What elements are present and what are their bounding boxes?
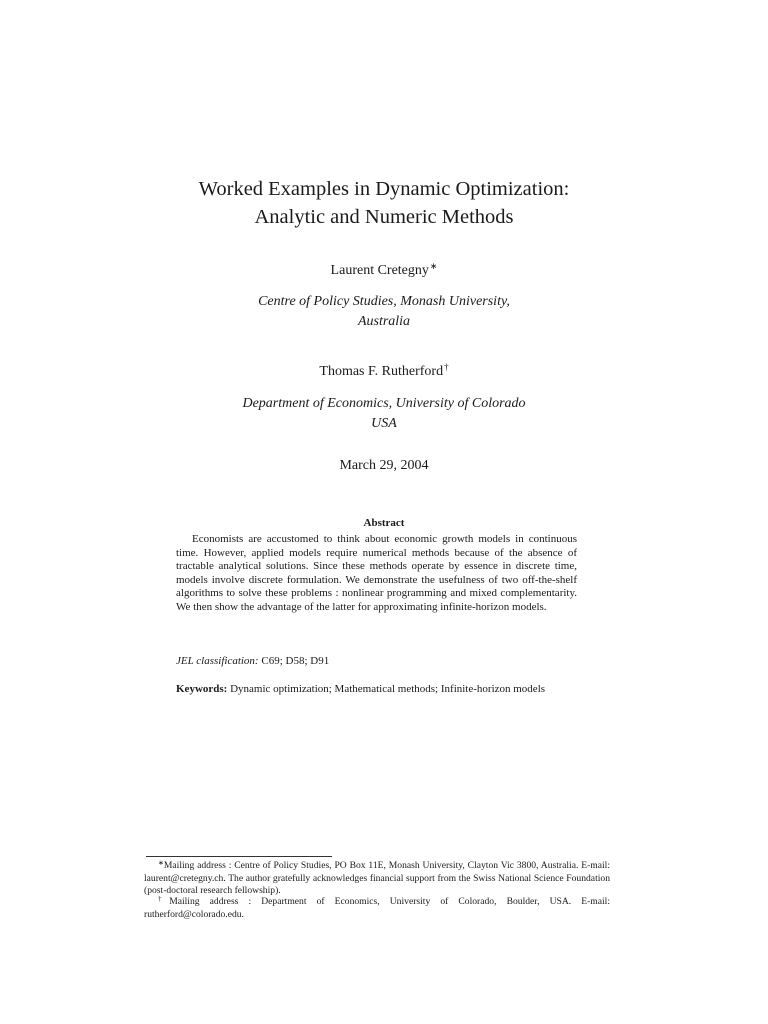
paper-date: March 29, 2004	[339, 458, 429, 473]
footnote-1-text: Mailing address : Centre of Policy Studies, PO Box 11E, Monash University, Clayton Vic 3800, Australia. E-mail: laurent@cretegny.ch. The author gratefully acknowledges financial support from the Swiss National Science Foundation (post-doctoral research fellowship).	[144, 860, 610, 896]
footnote-2-mark: †	[158, 895, 170, 903]
abstract-body: Economists are accustomed to think about economic growth models in continuous time. However, applied models require numerical methods because of the absence of tractable analytical solutions. Since these methods operate by essence in discrete time, models involve discrete formulation. We demonstrate the usefulness of two off-the-shelf algorithms to solve these problems : nonlinear programming and mixed complementarity. We then show the advantage of the latter for approximating infinite-horizon models.	[176, 533, 577, 613]
footnote-1	[144, 857, 610, 898]
author-2-name: Thomas F. Rutherford	[319, 364, 444, 379]
footnote-1-mark: ∗	[158, 859, 164, 867]
jel-classification	[176, 655, 586, 667]
author-2-footnote-mark: †	[444, 362, 449, 372]
author-1-name: Laurent Cretegny	[330, 263, 429, 278]
author-2-affiliation-line-2: USA	[371, 416, 397, 431]
title-line-1: Worked Examples in Dynamic Optimization:	[198, 178, 570, 200]
footnote-2	[144, 893, 610, 921]
jel-value: C69; D58; D91	[261, 655, 330, 667]
title-line-2: Analytic and Numeric Methods	[254, 206, 514, 228]
author-1-affiliation-line-2: Australia	[357, 314, 411, 329]
author-1-affiliation	[0, 292, 768, 332]
keywords-value: Dynamic optimization; Mathematical methods; Infinite-horizon models	[230, 683, 546, 695]
paper-title	[0, 175, 768, 231]
author-2	[0, 362, 768, 380]
author-2-affiliation	[0, 394, 768, 434]
abstract-heading: Abstract	[363, 517, 405, 529]
jel-label: JEL classification:	[176, 655, 259, 667]
author-1	[0, 261, 768, 279]
keywords	[176, 682, 577, 696]
footnote-2-text: Mailing address : Department of Economics, University of Colorado, Boulder, USA. E-mail: rutherford@colorado.edu.	[144, 896, 611, 920]
author-1-affiliation-line-1: Centre of Policy Studies, Monash University,	[258, 294, 510, 309]
author-2-affiliation-line-1: Department of Economics, University of Colorado	[242, 396, 526, 411]
author-1-footnote-mark: ∗	[429, 261, 438, 271]
keywords-label: Keywords:	[176, 683, 228, 695]
